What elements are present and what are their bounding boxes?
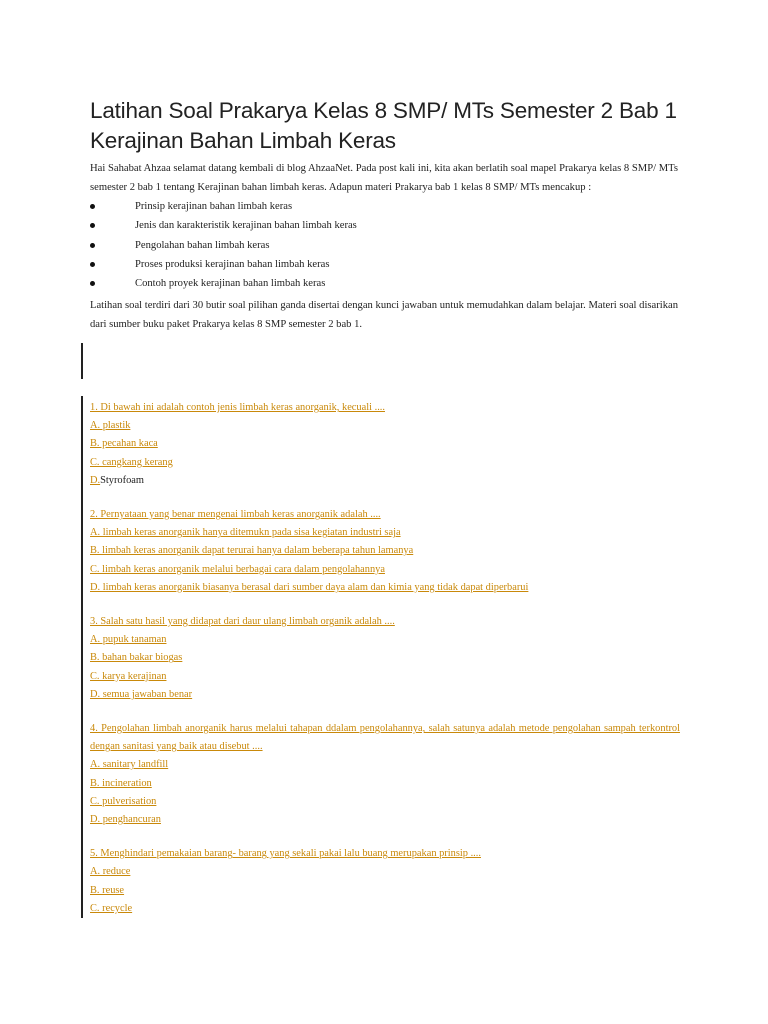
option-text: Styrofoam [100,474,144,486]
question-stem[interactable]: 5. Menghindari pemakaian barang- barang yang sekali pakai lalu buang merupakan prinsip .... [90,848,481,860]
answer-option[interactable]: A. limbah keras anorganik hanya ditemukn pada sisa kegiatan industri saja [90,527,401,539]
answer-option[interactable]: B. pecahan kaca [90,438,158,450]
answer-option[interactable]: B. limbah keras anorganik dapat terurai hanya dalam beberapa tahun lamanya [90,545,414,557]
bullet-icon [90,204,95,209]
answer-option[interactable]: D. limbah keras anorganik biasanya berasal dari sumber daya alam dan kimia yang tidak dapat diperbarui [90,581,529,593]
question-3 [90,613,680,704]
answer-option[interactable]: C. cangkang kerang [90,456,173,468]
answer-option[interactable]: A. sanitary landfill [90,759,169,771]
quiz-section [90,399,680,934]
question-stem[interactable]: 2. Pernyataan yang benar mengenai limbah keras anorganik adalah .... [90,509,381,521]
answer-option[interactable] [90,472,680,490]
answer-option[interactable]: C. recycle [90,902,133,914]
list-item: Contoh proyek kerajinan bahan limbah keras [90,274,678,293]
answer-option[interactable]: D. penghancuran [90,814,161,826]
question-stem[interactable]: 1. Di bawah ini adalah contoh jenis limbah keras anorganik, kecuali .... [90,402,385,413]
question-2 [90,506,680,597]
text-cursor [81,343,83,379]
article [90,96,678,334]
bullet-icon [90,281,95,286]
answer-option[interactable]: D. semua jawaban benar [90,688,193,700]
answer-option[interactable]: B. incineration [90,777,152,789]
question-stem[interactable]: 3. Salah satu hasil yang didapat dari daur ulang limbah organik adalah .... [90,616,395,628]
question-5 [90,845,680,918]
answer-option[interactable]: C. karya kerajinan [90,670,167,682]
answer-option[interactable]: A. plastik [90,420,131,432]
question-1 [90,399,680,490]
topic-list [90,197,678,293]
answer-option[interactable]: A. reduce [90,866,131,878]
answer-option[interactable]: B. reuse [90,884,125,896]
list-item: Pengolahan bahan limbah keras [90,236,678,255]
list-item: Proses produksi kerajinan bahan limbah keras [90,255,678,274]
closing-paragraph: Latihan soal terdiri dari 30 butir soal pilihan ganda disertai dengan kunci jawaban untuk memudahkan dalam belajar. Materi soal disarikan dari sumber buku paket Prakarya kelas 8 SMP semester 2 bab 1. [90,300,678,331]
answer-option[interactable]: C. limbah keras anorganik melalui berbagai cara dalam pengolahannya [90,563,385,575]
blockquote-border [81,396,83,918]
list-item: Jenis dan karakteristik kerajinan bahan limbah keras [90,216,678,235]
page-title: Latihan Soal Prakarya Kelas 8 SMP/ MTs Semester 2 Bab 1 Kerajinan Bahan Limbah Keras [90,98,677,153]
bullet-icon [90,262,95,267]
option-label[interactable]: D. [90,474,101,486]
answer-option[interactable]: A. pupuk tanaman [90,634,167,646]
answer-option[interactable]: B. bahan bakar biogas [90,652,183,664]
question-stem[interactable]: 4. Pengolahan limbah anorganik harus melalui tahapan ddalam pengolahannya, salah satunya adalah metode pengolahan sampah terkontrol dengan sanitasi yang baik atau disebut .... [90,723,680,753]
answer-option[interactable]: C. pulverisation [90,795,157,807]
bullet-icon [90,223,95,228]
question-4 [90,720,680,829]
list-item: Prinsip kerajinan bahan limbah keras [90,197,678,216]
intro-paragraph: Hai Sahabat Ahzaa selamat datang kembali di blog AhzaaNet. Pada post kali ini, kita akan berlatih soal mapel Prakarya kelas 8 SMP/ MTs semester 2 bab 1 tentang Kerajinan bahan limbah keras. Adapun materi Prakarya bab 1 kelas 8 SMP/ MTs mencakup : [90,163,678,193]
bullet-icon [90,243,95,248]
